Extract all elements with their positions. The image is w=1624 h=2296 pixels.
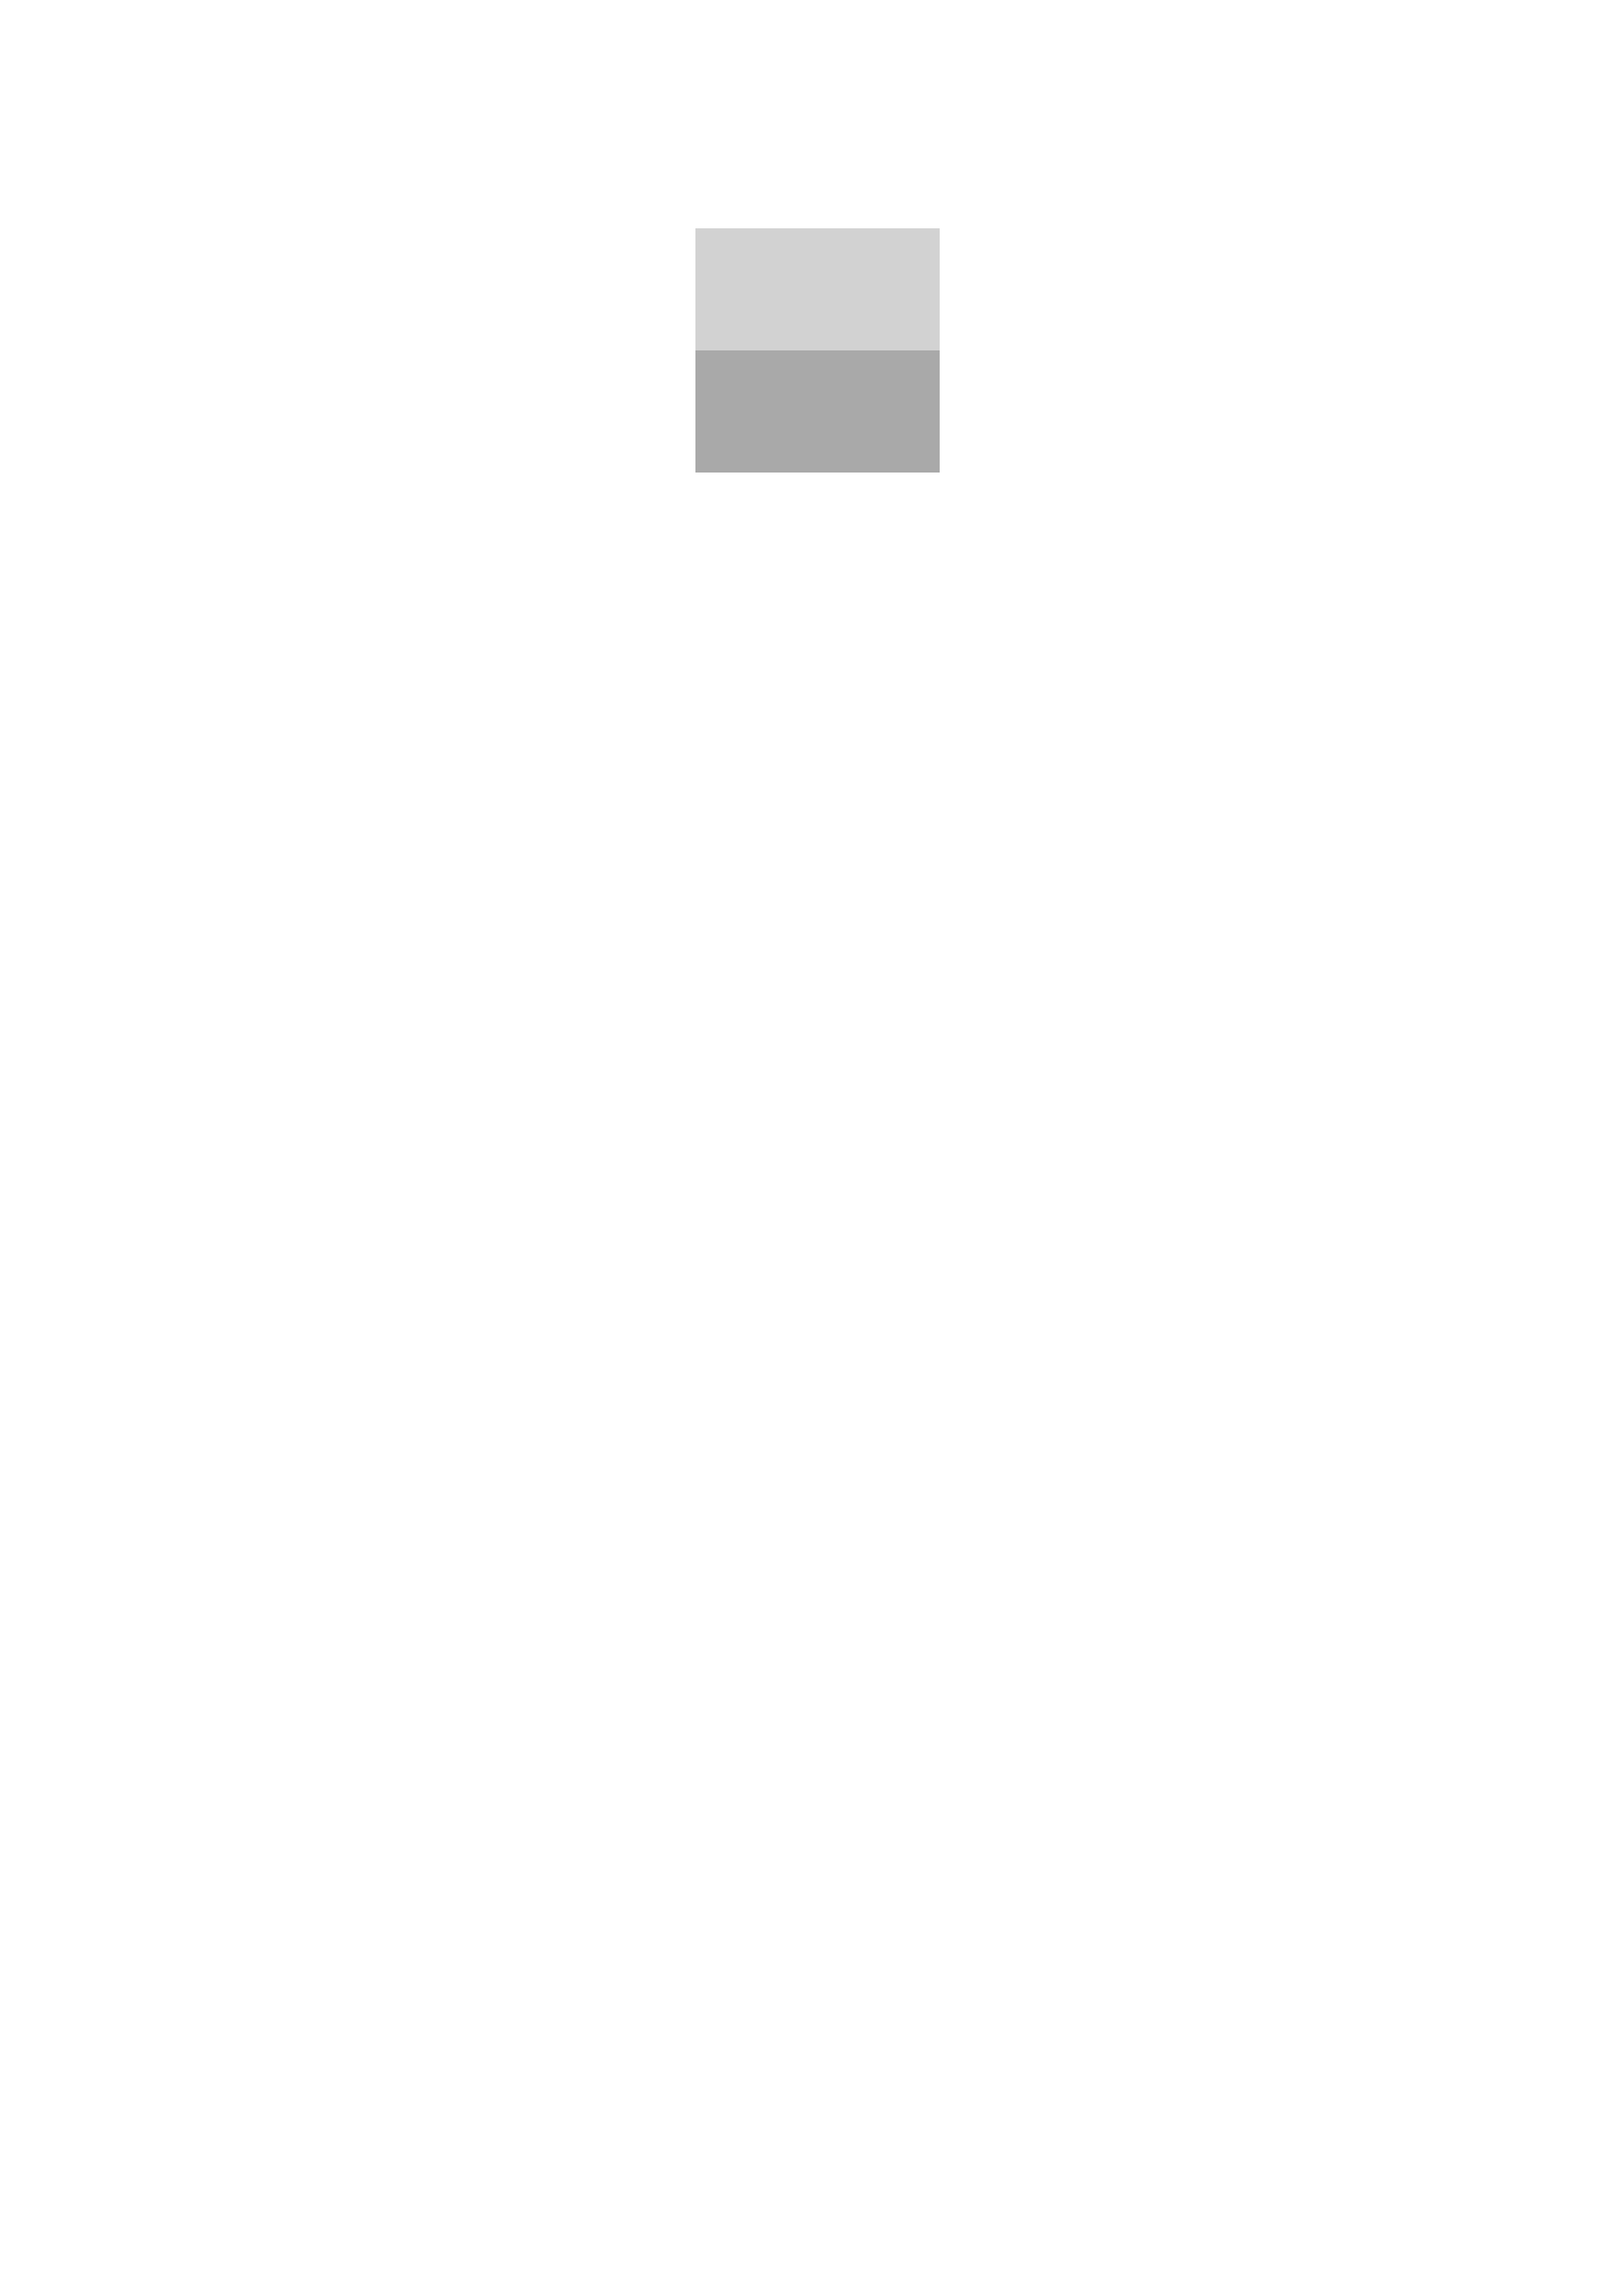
figure-17-10 — [198, 228, 1437, 473]
dark-gray-half — [695, 350, 940, 473]
page-content — [198, 195, 1437, 519]
putpixel-image — [695, 228, 940, 473]
light-gray-half — [695, 228, 940, 350]
